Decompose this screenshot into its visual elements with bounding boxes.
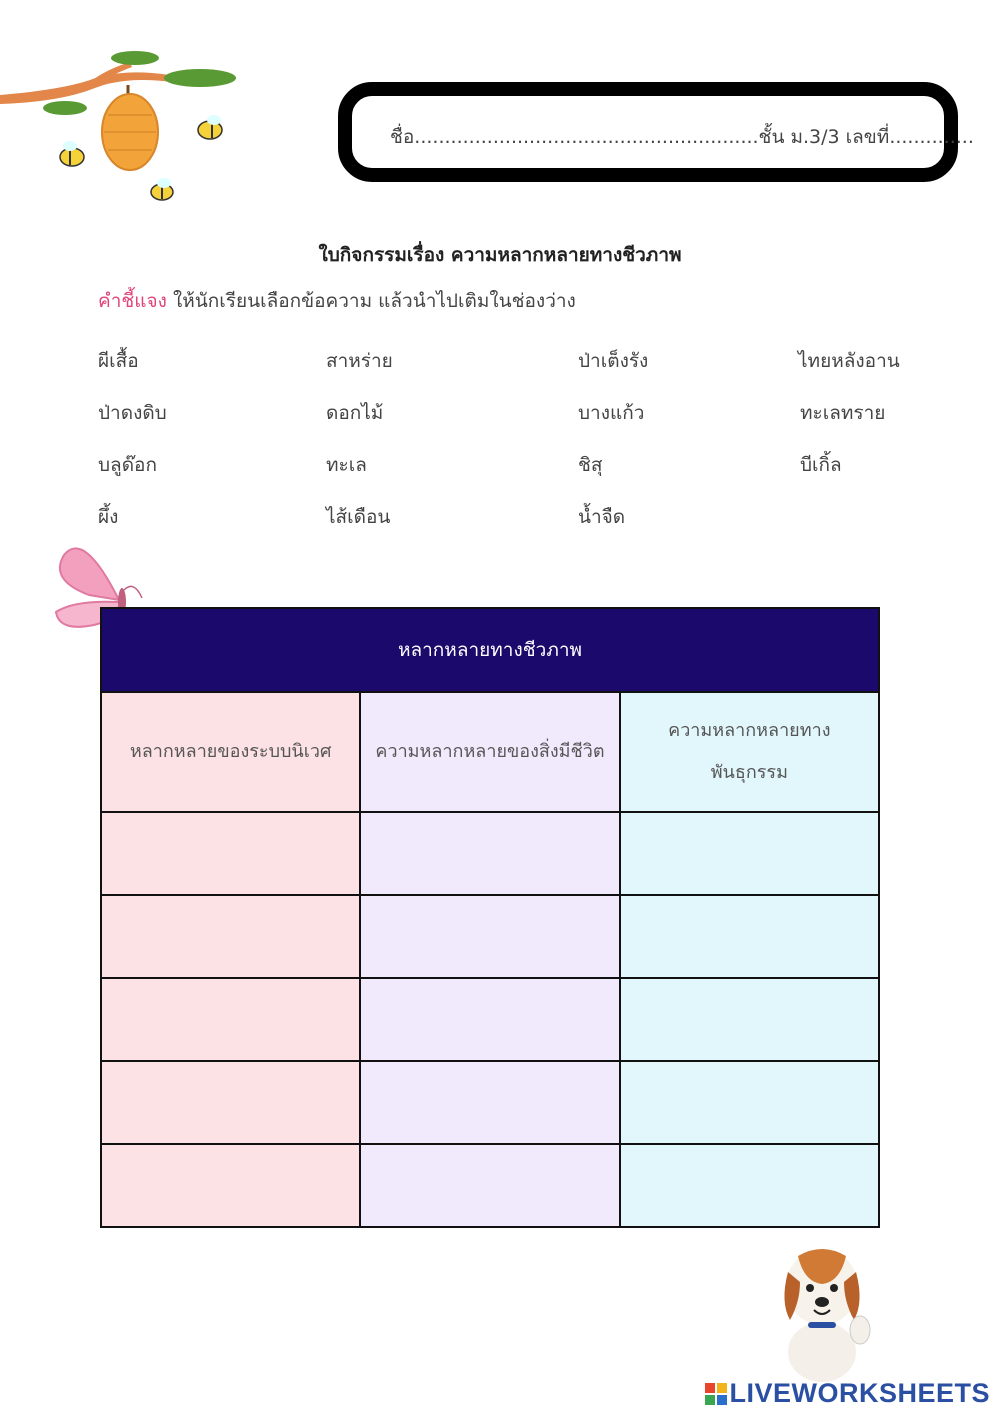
word-option[interactable]: ทะเล bbox=[326, 454, 367, 476]
answer-cell[interactable] bbox=[620, 1144, 879, 1227]
bee-icon bbox=[151, 178, 173, 200]
answer-cell[interactable] bbox=[360, 812, 619, 895]
word-option[interactable]: ชิสุ bbox=[578, 454, 603, 476]
word-option[interactable]: ไทยหลังอาน bbox=[798, 350, 900, 372]
answer-cell[interactable] bbox=[620, 812, 879, 895]
answer-cell[interactable] bbox=[360, 1144, 619, 1227]
word-option[interactable]: บลูด๊อก bbox=[98, 454, 157, 476]
biodiversity-table bbox=[100, 607, 880, 1228]
table-row bbox=[101, 895, 879, 978]
liveworksheets-logo-icon bbox=[705, 1383, 727, 1405]
table-row bbox=[101, 978, 879, 1061]
word-option[interactable]: บางแก้ว bbox=[578, 402, 645, 424]
instruction bbox=[98, 286, 576, 316]
word-option[interactable]: บีเกิ้ล bbox=[800, 454, 842, 476]
column-header-genetic-line2: พันธุกรรม bbox=[710, 762, 788, 783]
column-header-ecosystem: หลากหลายของระบบนิเวศ bbox=[101, 692, 360, 812]
puppy-illustration bbox=[770, 1242, 880, 1382]
answer-cell[interactable] bbox=[101, 812, 360, 895]
answer-cell[interactable] bbox=[360, 1061, 619, 1144]
word-option[interactable]: ผึ้ง bbox=[98, 506, 119, 528]
answer-cell[interactable] bbox=[101, 1061, 360, 1144]
answer-cell[interactable] bbox=[360, 978, 619, 1061]
liveworksheets-logo-text: LIVEWORKSHEETS bbox=[729, 1378, 990, 1408]
word-option[interactable]: ผีเสื้อ bbox=[98, 350, 139, 372]
answer-cell[interactable] bbox=[360, 895, 619, 978]
word-option[interactable]: ดอกไม้ bbox=[326, 402, 384, 424]
word-option[interactable]: สาหร่าย bbox=[326, 350, 393, 372]
liveworksheets-logo bbox=[705, 1378, 990, 1409]
table-row bbox=[101, 1061, 879, 1144]
word-option[interactable]: ไส้เดือน bbox=[326, 506, 391, 528]
column-header-genetic bbox=[620, 692, 879, 812]
table-title: หลากหลายทางชีวภาพ bbox=[101, 608, 879, 692]
worksheet-title: ใบกิจกรรมเรื่อง ความหลากหลายทางชีวภาพ bbox=[318, 244, 682, 266]
beehive-illustration bbox=[0, 40, 250, 220]
word-option[interactable]: ทะเลทราย bbox=[800, 402, 886, 424]
instruction-label: คำชี้แจง bbox=[98, 290, 167, 312]
answer-cell[interactable] bbox=[620, 1061, 879, 1144]
word-option[interactable]: น้ำจืด bbox=[578, 506, 626, 528]
column-header-species: ความหลากหลายของสิ่งมีชีวิต bbox=[360, 692, 619, 812]
bee-icon bbox=[198, 115, 222, 139]
answer-cell[interactable] bbox=[620, 895, 879, 978]
bee-icon bbox=[60, 141, 84, 166]
word-option[interactable]: ป่าเต็งรัง bbox=[578, 350, 649, 372]
column-header-genetic-line1: ความหลากหลายทาง bbox=[668, 720, 831, 741]
table-row bbox=[101, 1144, 879, 1227]
answer-cell[interactable] bbox=[101, 1144, 360, 1227]
answer-cell[interactable] bbox=[101, 978, 360, 1061]
table-row bbox=[101, 812, 879, 895]
instruction-text: ให้นักเรียนเลือกข้อความ แล้วนำไปเติมในช่องว่าง bbox=[166, 290, 576, 312]
answer-cell[interactable] bbox=[101, 895, 360, 978]
name-class-number-line: ชื่อ.........................................................ชั้น ม.3/3 เลขที่.............. bbox=[390, 126, 974, 148]
answer-cell[interactable] bbox=[620, 978, 879, 1061]
word-option[interactable]: ป่าดงดิบ bbox=[98, 402, 167, 424]
